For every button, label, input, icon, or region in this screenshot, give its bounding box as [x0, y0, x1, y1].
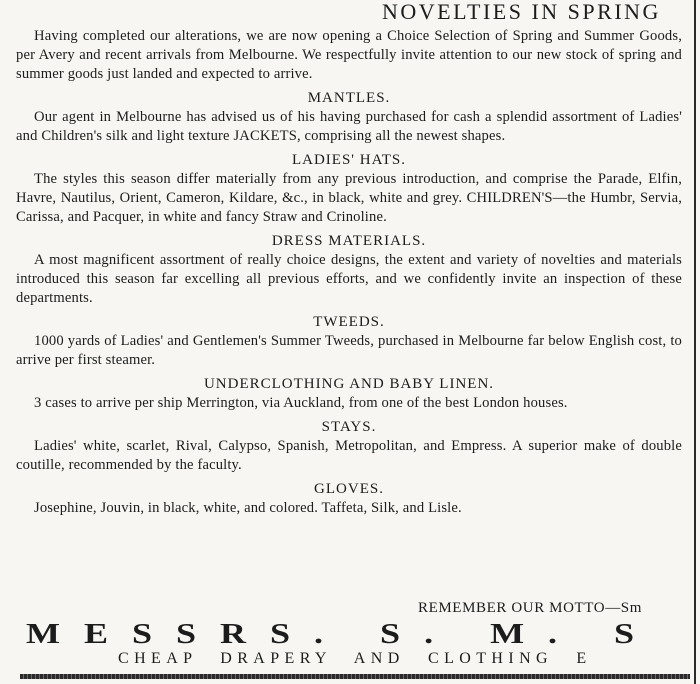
intro-paragraph: Having completed our alterations, we are now opening a Choice Selection of Spring and Summer Goods, per Avery and recent arrivals from Melbourne. We respectfully invite attention to our new stock of spring and summer goods just landed and expected to arrive.: [16, 28, 682, 82]
column-edge-line: [694, 0, 696, 684]
heading-gloves: GLOVES.: [314, 481, 384, 497]
headline: NOVELTIES IN SPRING: [382, 0, 661, 24]
paragraph-stays: Ladies' white, scarlet, Rival, Calypso, Spanish, Metropolitan, and Empress. A superior make of double coutille, recommended by the faculty.: [16, 438, 682, 473]
bottom-rule: [20, 674, 690, 679]
heading-underclothing: UNDERCLOTHING AND BABY LINEN.: [203, 376, 495, 392]
heading-tweeds: TWEEDS.: [313, 314, 385, 330]
heading-ladies-hats: LADIES' HATS.: [291, 152, 407, 168]
heading-dress-materials: DRESS MATERIALS.: [271, 233, 427, 249]
paragraph-underclothing: 3 cases to arrive per ship Merrington, via Auckland, from one of the best London houses.: [34, 395, 568, 411]
motto-line: REMEMBER OUR MOTTO—Sm: [418, 600, 643, 616]
tagline: CHEAP DRAPERY AND CLOTHING E: [118, 650, 592, 667]
heading-mantles: MANTLES.: [307, 90, 391, 106]
paragraph-ladies-hats: The styles this season differ materially from any previous introduction, and comprise the Parade, Elfin, Havre, Nautilus, Orient, Cameron, Kildare, &c., in black, white and grey. CHILDREN'S—the Humbr, Servia, Carissa, and Pacquer, in white and fancy Straw and Crinoline.: [16, 171, 682, 225]
paragraph-tweeds: 1000 yards of Ladies' and Gentlemen's Summer Tweeds, purchased in Melbourne far below English cost, to arrive per first steamer.: [16, 333, 682, 368]
advertisement-body: [16, 27, 682, 518]
firm-name: MESSRS. S. M. S: [26, 618, 659, 650]
heading-stays: STAYS.: [321, 419, 377, 435]
paragraph-dress-materials: A most magnificent assortment of really choice designs, the extent and variety of novelties and materials introduced this season far excelling all previous efforts, and we confidently invite an inspection of these departments.: [16, 252, 682, 306]
paragraph-mantles: Our agent in Melbourne has advised us of his having purchased for cash a splendid assortment of Ladies' and Children's silk and light texture JACKETS, comprising all the newest shapes.: [16, 109, 682, 144]
paragraph-gloves: Josephine, Jouvin, in black, white, and colored. Taffeta, Silk, and Lisle.: [34, 500, 462, 516]
